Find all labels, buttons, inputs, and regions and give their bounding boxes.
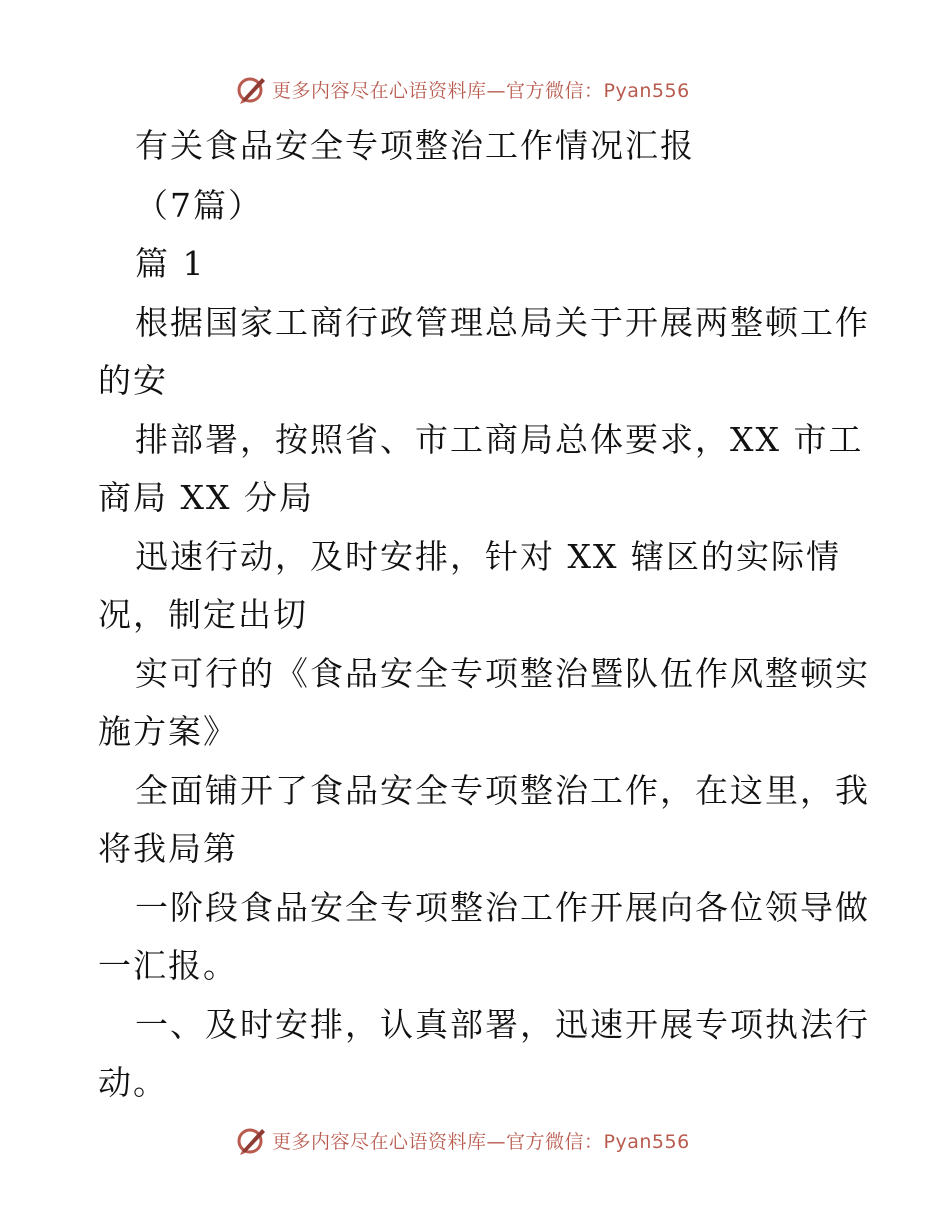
body-line: 排部署，按照省、市工商局总体要求，XX 市工 xyxy=(135,420,864,459)
body-line: 动。 xyxy=(98,1063,168,1102)
body-line: 根据国家工商行政管理总局关于开展两整顿工作 xyxy=(135,303,870,342)
body-line: 况，制定出切 xyxy=(98,595,308,634)
document-title: 有关食品安全专项整治工作情况汇报 xyxy=(135,126,695,165)
body-line: 一、及时安排，认真部署，迅速开展专项执法行 xyxy=(135,1005,870,1044)
body-line: 实可行的《食品安全专项整治暨队伍作风整顿实 xyxy=(135,654,870,693)
pen-logo-icon xyxy=(236,1124,268,1156)
pen-logo-icon xyxy=(236,73,268,105)
body-line: 迅速行动，及时安排，针对 XX 辖区的实际情 xyxy=(135,537,841,576)
footer-watermark-banner xyxy=(236,1123,690,1157)
body-line: 一汇报。 xyxy=(98,946,238,985)
body-line: 全面铺开了食品安全专项整治工作，在这里，我 xyxy=(135,771,870,810)
body-line: 一阶段食品安全专项整治工作开展向各位领导做 xyxy=(135,888,870,927)
body-line: 商局 XX 分局 xyxy=(98,478,314,517)
header-watermark-text: 更多内容尽在心语资料库—官方微信：Pyan556 xyxy=(272,79,690,102)
footer-watermark-text: 更多内容尽在心语资料库—官方微信：Pyan556 xyxy=(272,1130,690,1153)
header-watermark-banner xyxy=(236,72,690,106)
body-line: 施方案》 xyxy=(98,712,238,751)
document-subtitle: （7篇） xyxy=(135,186,263,225)
section-heading: 篇 1 xyxy=(135,244,206,283)
body-line: 的安 xyxy=(98,361,168,400)
body-line: 将我局第 xyxy=(98,829,238,868)
